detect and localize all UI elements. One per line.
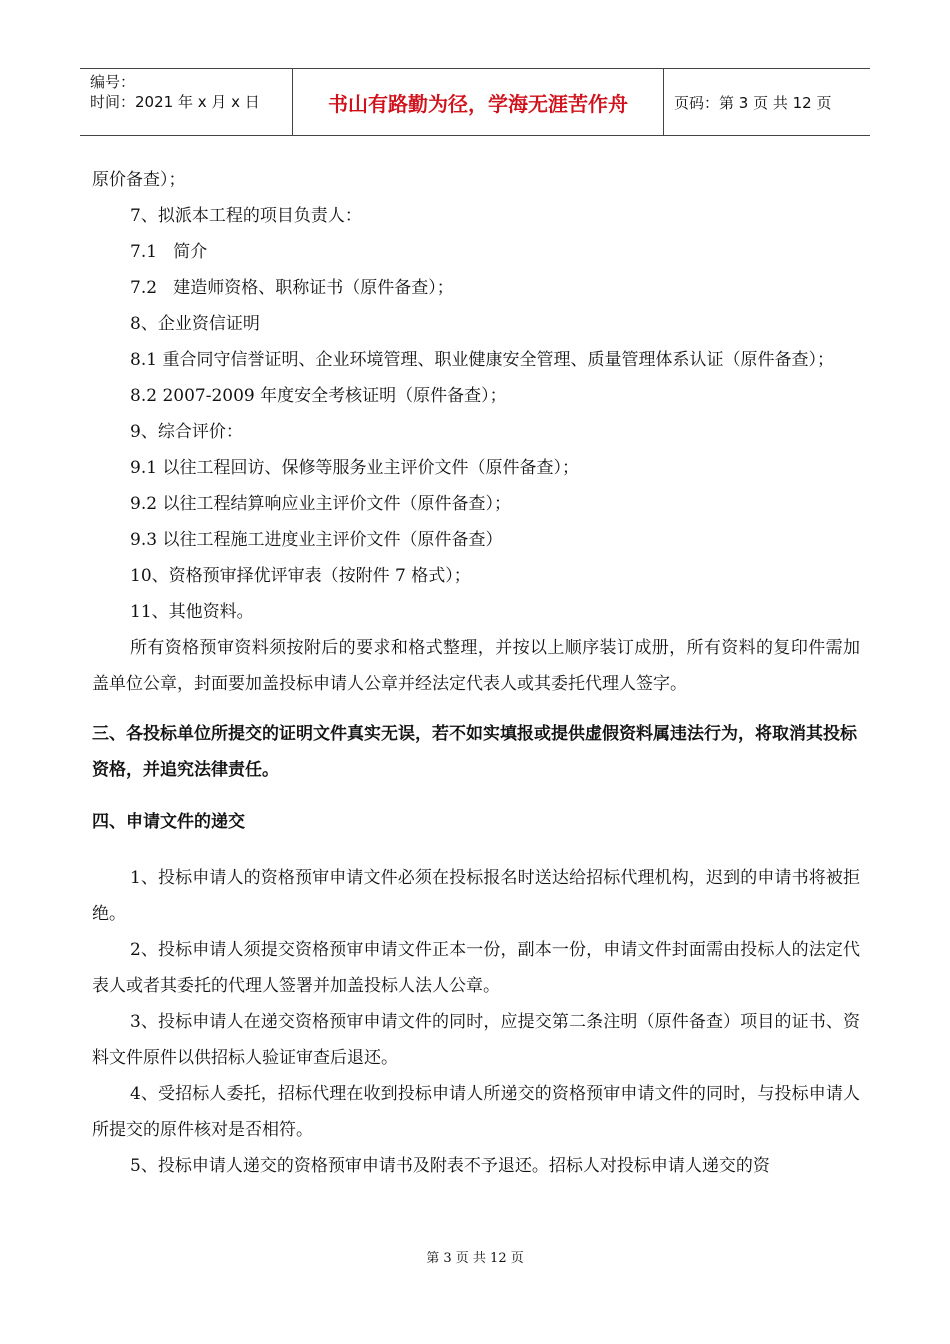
time-label: 时间：2021 年 x 月 x 日 bbox=[90, 93, 260, 111]
body-paragraph: 4、受招标人委托，招标代理在收到投标申请人所递交的资格预审申请文件的同时，与投标申请人所提交的原件核对是否相符。 bbox=[92, 1084, 860, 1140]
header-page-label: 页码：第 3 页 共 12 页 bbox=[664, 69, 871, 136]
section-heading-4: 四、申请文件的递交 bbox=[92, 812, 245, 832]
section-heading-3: 三、各投标单位所提交的证明文件真实无误，若不如实填报或提供虚假资料属违法行为，将取消其投标资格，并追究法律责任。 bbox=[92, 724, 857, 780]
body-line: 7.1 简介 bbox=[130, 242, 208, 262]
body-line: 10、资格预审择优评审表（按附件 7 格式）； bbox=[130, 566, 471, 586]
body-paragraph: 8.1 重合同守信誉证明、企业环境管理、职业健康安全管理、质量管理体系认证（原件备查）； bbox=[130, 350, 834, 370]
body-paragraph: 1、投标申请人的资格预审申请文件必须在投标报名时送达给招标代理机构，迟到的申请书将被拒绝。 bbox=[92, 868, 860, 924]
body-line: 8.2 2007-2009 年度安全考核证明（原件备查）； bbox=[130, 386, 507, 406]
body-paragraph: 所有资格预审资料须按附后的要求和格式整理，并按以上顺序装订成册，所有资料的复印件需加盖单位公章，封面要加盖投标申请人公章并经法定代表人或其委托代理人签字。 bbox=[92, 638, 860, 694]
body-line: 原价备查）； bbox=[92, 170, 186, 190]
document-body bbox=[92, 162, 860, 1184]
body-paragraph: 3、投标申请人在递交资格预审申请文件的同时，应提交第二条注明（原件备查）项目的证书、资料文件原件以供招标人验证审查后退还。 bbox=[92, 1012, 860, 1068]
page-header bbox=[80, 68, 870, 136]
page-footer: 第 3 页 共 12 页 bbox=[426, 1251, 524, 1266]
body-line: 7.2 建造师资格、职称证书（原件备查）； bbox=[130, 278, 454, 298]
body-line: 9.3 以往工程施工进度业主评价文件（原件备查） bbox=[130, 530, 503, 550]
body-paragraph: 2、投标申请人须提交资格预审申请文件正本一份，副本一份，申请文件封面需由投标人的法定代表人或者其委托的代理人签署并加盖投标人法人公章。 bbox=[92, 940, 860, 996]
body-paragraph: 5、投标申请人递交的资格预审申请书及附表不予退还。招标人对投标申请人递交的资 bbox=[130, 1156, 770, 1176]
header-motto: 书山有路勤为径，学海无涯苦作舟 bbox=[293, 69, 664, 136]
body-line: 9.1 以往工程回访、保修等服务业主评价文件（原件备查）； bbox=[130, 458, 579, 478]
body-line: 11、其他资料。 bbox=[130, 602, 254, 622]
body-line: 8、企业资信证明 bbox=[130, 314, 260, 334]
header-info-cell bbox=[80, 69, 293, 136]
body-line: 9.2 以往工程结算响应业主评价文件（原件备查）； bbox=[130, 494, 511, 514]
number-label: 编号： bbox=[90, 73, 136, 91]
body-line: 9、综合评价： bbox=[130, 422, 243, 442]
body-line: 7、拟派本工程的项目负责人： bbox=[130, 206, 362, 226]
